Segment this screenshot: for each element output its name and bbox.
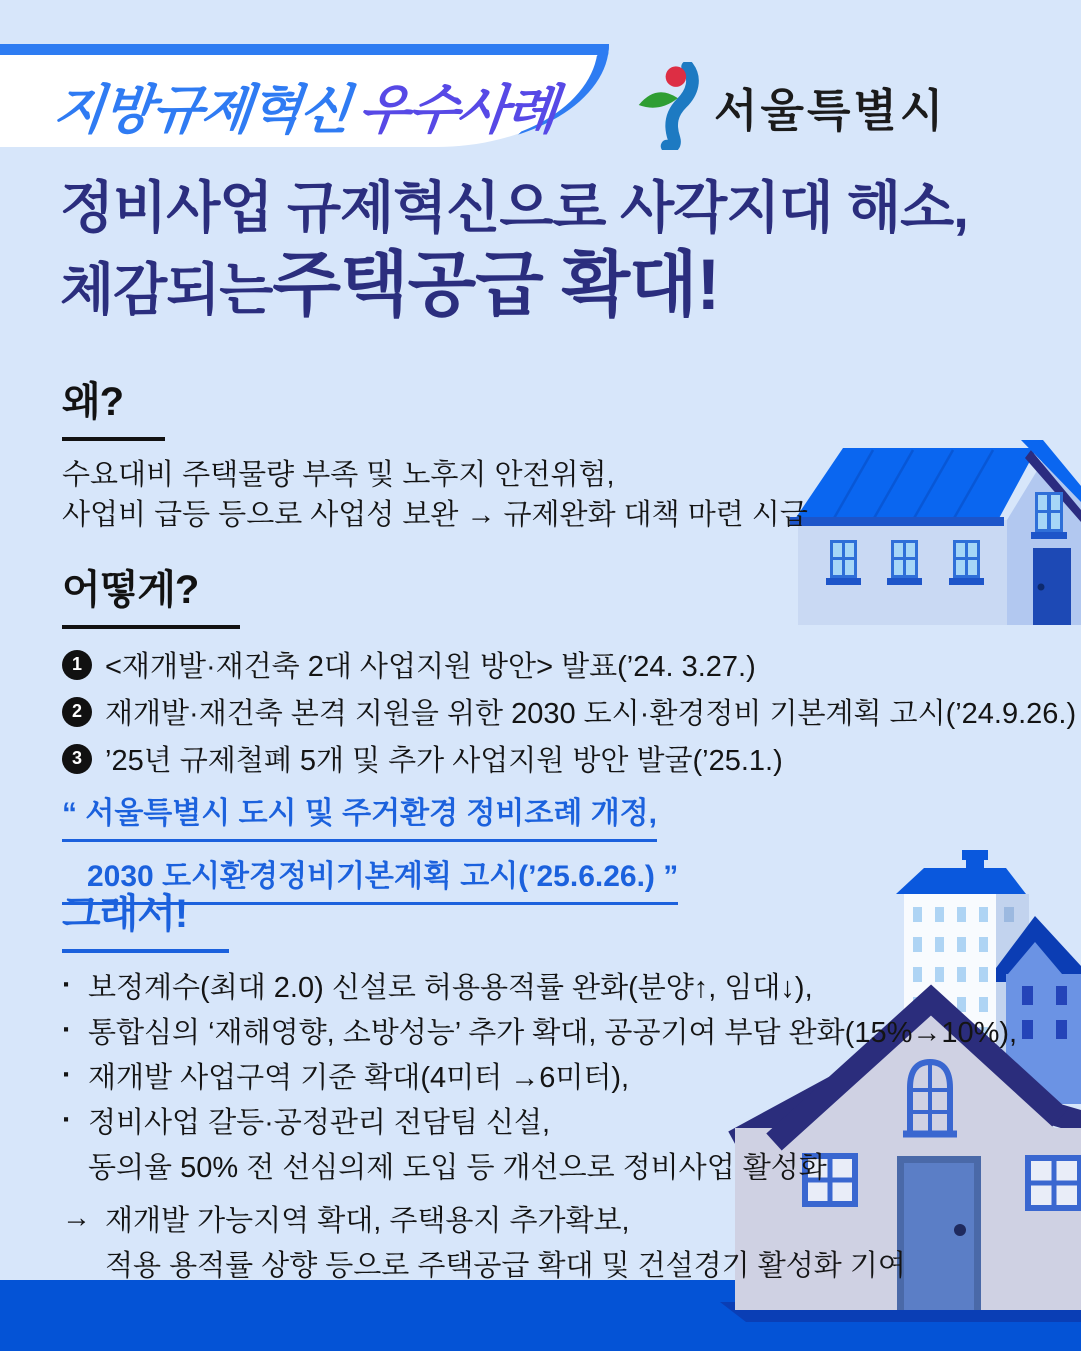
so-row bbox=[62, 1098, 1017, 1143]
so-bullet-marker: · bbox=[62, 1059, 72, 1091]
badge-primary-label: 지방규제혁신 bbox=[50, 81, 352, 140]
how-item-text: ’25년 규제철폐 5개 및 추가 사업지원 방안 발굴(’25.1.) bbox=[105, 745, 783, 777]
why-text-line-2: 사업비 급등 등으로 사업성 보완 → 규제완화 대책 마련 시급 bbox=[62, 499, 808, 531]
so-row bbox=[62, 1008, 1017, 1053]
title-line-2 bbox=[60, 246, 968, 326]
section-why bbox=[62, 370, 808, 535]
section-how bbox=[62, 558, 1076, 905]
how-item bbox=[62, 688, 1076, 735]
so-arrow-marker: → bbox=[62, 1202, 91, 1234]
so-heading: 그래서! bbox=[62, 882, 229, 953]
how-item bbox=[62, 735, 1076, 782]
so-row-text: 정비사업 갈등·공정관리 전담팀 신설, bbox=[88, 1107, 551, 1139]
so-row-text: 통합심의 ‘재해영향, 소방성능’ 추가 확대, 공공기여 부담 완화(15%→10%), bbox=[88, 1017, 1018, 1049]
quote-line-1: “ 서울특별시 도시 및 주거환경 정비조례 개정, bbox=[62, 788, 657, 842]
so-bullet-marker: · bbox=[62, 1014, 72, 1046]
header-banner bbox=[0, 44, 609, 147]
house-roof bbox=[793, 448, 1037, 522]
main-title bbox=[60, 176, 968, 326]
seoul-city-name: 서울특별시 bbox=[714, 84, 947, 136]
seoul-logo bbox=[636, 62, 946, 150]
how-item-number-badge: 1 bbox=[62, 650, 92, 680]
why-body bbox=[62, 455, 808, 535]
why-heading: 왜? bbox=[62, 370, 165, 441]
how-item-number-badge: 3 bbox=[62, 744, 92, 774]
how-list bbox=[62, 641, 1076, 782]
section-so bbox=[62, 882, 1017, 1286]
so-bullet-marker: · bbox=[62, 969, 72, 1001]
so-row-text: 보정계수(최대 2.0) 신설로 허용용적률 완화(분양↑, 임대↓), bbox=[88, 972, 813, 1004]
how-item-text: <재개발·재건축 2대 사업지원 방안> 발표(’24. 3.27.) bbox=[105, 651, 756, 683]
how-heading: 어떻게? bbox=[62, 558, 240, 629]
so-row bbox=[62, 1196, 1017, 1241]
so-row-text: 재개발 사업구역 기준 확대(4미터 →6미터), bbox=[88, 1062, 630, 1094]
so-row bbox=[62, 1143, 1017, 1188]
so-row-text: 적용 용적률 상향 등으로 주택공급 확대 및 건설경기 활성화 기여 bbox=[105, 1250, 906, 1282]
how-item-number-badge: 2 bbox=[62, 697, 92, 727]
quote-line-2: 2030 도시환경정비기본계획 고시(’25.6.26.) ” bbox=[62, 851, 678, 905]
big-house-window-right bbox=[1028, 1158, 1080, 1208]
title-line-2-emphasis: 주택공급 확대! bbox=[272, 246, 720, 325]
title-line-1: 정비사업 규제혁신으로 사각지대 해소, bbox=[60, 176, 968, 239]
why-text-line-1: 수요대비 주택물량 부족 및 노후지 안전위험, bbox=[62, 459, 615, 491]
how-item bbox=[62, 641, 1076, 688]
how-item-text: 재개발·재건축 본격 지원을 위한 2030 도시·환경정비 기본계획 고시(’24.9.26.) bbox=[105, 698, 1077, 730]
so-row bbox=[62, 963, 1017, 1008]
seoul-symbol-icon bbox=[636, 62, 706, 150]
title-line-2-prefix: 체감되는 bbox=[60, 258, 273, 321]
so-row bbox=[62, 1053, 1017, 1098]
banner-badge-text bbox=[50, 68, 560, 144]
so-bullet-marker: · bbox=[62, 1104, 72, 1136]
badge-secondary-label: 우수사례 bbox=[355, 81, 559, 140]
so-row-text: 동의율 50% 전 선심의제 도입 등 개선으로 정비사업 활성화 bbox=[88, 1152, 827, 1184]
so-row bbox=[62, 1241, 1017, 1286]
so-row-text: 재개발 가능지역 확대, 주택용지 추가확보, bbox=[105, 1205, 630, 1237]
so-list bbox=[62, 963, 1017, 1286]
